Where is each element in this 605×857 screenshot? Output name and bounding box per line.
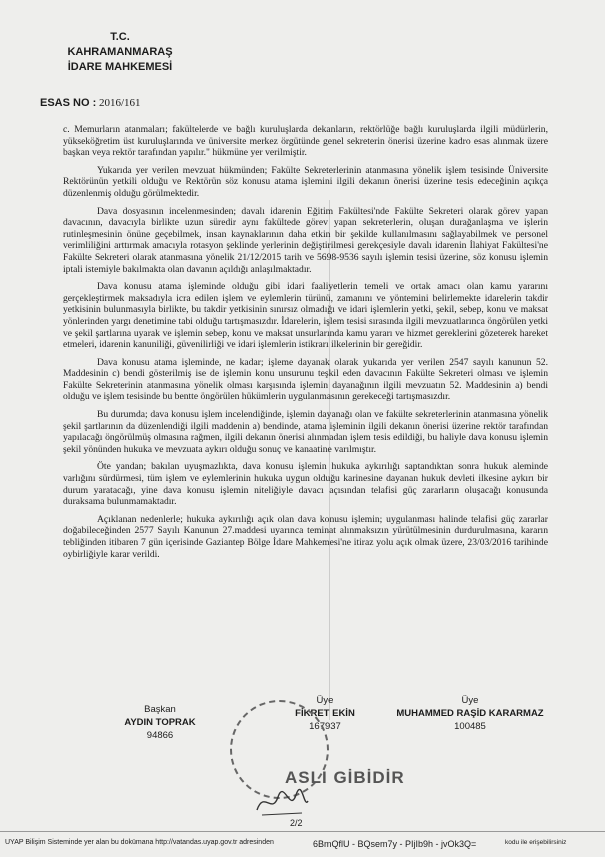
paragraph-2: Yukarıda yer verilen mevzuat hükmünden; Fakülte Sekreterlerinin atanmasına yönelik işlem tesisinde Üniversite Rektörünün yetkili olduğu ve Rektörün söz konusu atama işlemini ilgili dekanın önerisi üzerine tesis edeceğinin açıkça düzenlenmiş olduğu görülmektedir. (63, 164, 548, 199)
paragraph-1: c. Memurların atanmaları; fakültelerde ve bağlı kuruluşlarda dekanların, rektörlüğe bağlı kuruluşlarda ilgili müdürlerin, yükseköğretim üst kuruluşlarında ve üniversite merkez örgütünde genel sekreterin önerisi üzerine kadro esas alınmak üzere başkan veya rektör tarafından yapılır." hükmüne yer verilmiştir. (63, 124, 548, 159)
case-number (40, 97, 141, 109)
paragraph-3: Dava dosyasının incelenmesinden; davalı idarenin Eğitim Fakültesi'nde Fakülte Sekreteri olarak görev yapan davacının, davacıyla birlikte uzun süredir aynı fakültede görev yapan sekreterlerin, oluşan durağanlaşma ve işlerin rutinleşmesinin önüne geçebilmek, insan kaynaklarının daha etkin bir şekilde kullanılmasını sağlayabilmek ve personel verimliliğini arttırmak amacıyla rotasyon şeklinde yerlerinin değiştirilmesi gerekçesiyle davalı idarenin İlahiyat Fakültesi'ne Fakülte Sekreteri olarak atanmasına yönelik 21/12/2015 tarih ve 5698-9536 sayılı işlemin tesisi üzerine, söz konusu işlemin iptali istemiyle bakılmakta olan davanın açıldığı anlaşılmaktadır. (63, 205, 548, 275)
case-number-label: ESAS NO : (40, 97, 97, 109)
uyap-footer (0, 831, 605, 857)
header-line-court: İDARE MAHKEMESİ (67, 61, 173, 73)
header-line-city: KAHRAMANMARAŞ (67, 46, 173, 58)
handwritten-signature (252, 785, 312, 820)
paragraph-7: Öte yandan; bakılan uyuşmazlıkta, dava konusu işlemin hukuka aykırılığı saptandıktan sonra hukuk aleminde varlığını sürdürmesi, tüm işlem ve eylemlerinin hukuka uygun olduğu karinesine dayanan hukuk devleti ilkesine aykırı bir durum yaratacağı, yine dava konusu işlemin niteliğiyle davacı açısından telafisi güç zararların oluşacağı konusunda duraksama bulunmamaktadır. (63, 461, 548, 508)
page-number: 2/2 (290, 818, 303, 828)
case-number-value: 2016/161 (98, 97, 141, 109)
paragraph-5: Dava konusu atama işleminde, ne kadar; işleme dayanak olarak yukarıda yer verilen 2547 sayılı kanunun 52. Maddesinin c) bendi gösterilmiş ise de işlemin konu unsurunu teşkil eden davacının Fakülte Sekreteri olması ve işlemin Fakülte Sekreterinin atanmasına yönelik olması karşısında işlemin dayanağının ilgili mevzuatın 52. Maddesinin a) bendi olduğu ve işlem tesisinde bu bentte öngörülen hükümlerin uygulanmasının gerekeceği tartışmasızdır. (63, 356, 548, 403)
signature-member-2 (395, 694, 545, 733)
signature-president (90, 703, 230, 742)
paragraph-4: Dava konusu atama işleminde olduğu gibi idari faaliyetlerin temeli ve ortak amacı olan kamu yararını gerçekleştirmek maksadıyla icra edilen işlem ve eylemlerin türünü, zamanını ve yöntemini belirlemekte idarelerin takdir yetkisinin bulunmasıyla birlikte, bu takdir yetkisinin sınırsız olmadığı ve idari işlemlerin yetki, şekil, sebep, konu ve maksat yönlerinden yargı denetimine tabi olduğu tartışmasızdır. İdarelerin, işlem tesisi sırasında ilgili mevzuatlarınca öngörülen yetki ve şekil şartlarına uyarak ve işlemin sebep, konu ve maksat unsurlarında kamu yararı ve hizmet gereklerini gözeterek hareket etmeleri, idarenin kanuniliği, güvenilirliği ve idari işlemlerin istikrarı ilkelerinin bir gereğidir. (63, 281, 548, 351)
signer-role: Üye (316, 695, 334, 706)
verification-code: 6BmQflU - BQsem7y - PIjIb9h - jvOk3Q= (313, 839, 477, 849)
signer-number: 167937 (309, 721, 341, 732)
signer-role: Üye (461, 695, 479, 706)
signer-name: MUHAMMED RAŞİD KARARMAZ (396, 708, 544, 719)
paragraph-6: Bu durumda; dava konusu işlem incelendiğinde, işlemin dayanağı olan ve fakülte sekreterlerinin atanmasına yönelik şekil şartlarının da düzenlendiği ilgili maddenin a) bendinde, atama işleminin ilgili dekanın önerisi üzerine rektör tarafından yapılacağı öngörülmüş olmasına rağmen, ilgili dekanın önerisi alınmadan işlem tesis edildiği, bu haliyle dava konusu işlemin şekil yönünden hukuka ve mevzuata aykırı olduğu sonuç ve kanaatine varılmıştır. (63, 409, 548, 455)
header-line-tc: T.C. (110, 31, 130, 43)
signer-role: Başkan (144, 704, 176, 715)
signer-number: 100485 (454, 721, 486, 732)
decision-body (63, 124, 548, 566)
signer-number: 94866 (146, 730, 174, 741)
certified-copy-stamp: ASLI GİBİDİR (285, 768, 405, 787)
footer-suffix: kodu ile erişebilirsiniz (505, 839, 567, 846)
paragraph-8: Açıklanan nedenlerle; hukuka aykırılığı açık olan dava konusu işlemin; uygulanması halinde telafisi güç zararlar doğabileceğinden 2577 Sayılı Kanunun 27.maddesi uyarınca teminat alınmaksızın yürütülmesinin durdurulmasına, kararın tebliğinden itibaren 7 gün içerisinde Gaziantep Bölge İdare Mahkemesi'ne itiraz yolu açık olmak üzere, 23/03/2016 tarihinde oybirliğiyle karar verildi. (63, 513, 548, 560)
court-header (40, 30, 200, 75)
signer-name: AYDIN TOPRAK (124, 717, 196, 728)
footer-note: UYAP Bilişim Sisteminde yer alan bu dokümana http://vatandas.uyap.gov.tr adresinden (5, 839, 274, 846)
signer-name: FİKRET EKİN (295, 708, 355, 719)
